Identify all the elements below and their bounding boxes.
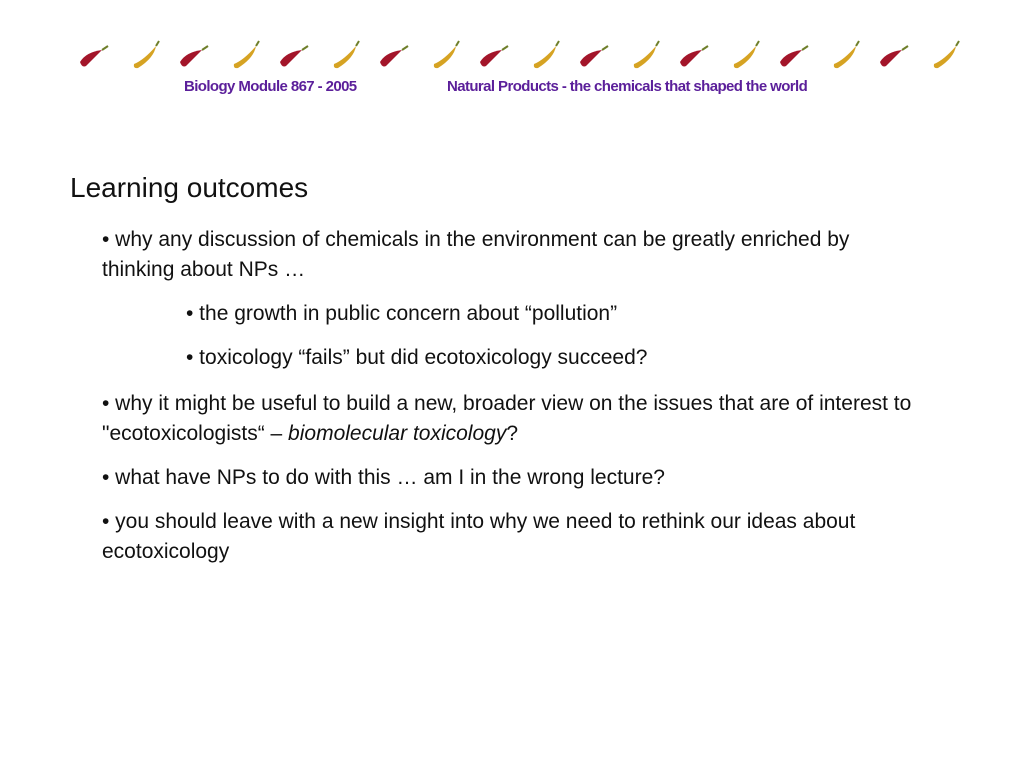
- outcome-item-1: • why any discussion of chemicals in the environment can be greatly enriched by thinking about NPs …: [102, 228, 850, 281]
- pepper-stem-icon: [156, 41, 159, 46]
- pepper-stem-icon: [856, 41, 859, 46]
- pepper-stem-icon: [556, 41, 559, 46]
- red-pepper-icon: [480, 50, 502, 67]
- red-pepper-icon: [880, 50, 902, 67]
- pepper-stem-icon: [702, 46, 708, 50]
- outcome-item-3: • what have NPs to do with this … am I in the wrong lecture?: [102, 466, 665, 489]
- red-pepper-icon: [280, 50, 302, 67]
- pepper-stem-icon: [302, 46, 308, 50]
- pepper-stem-icon: [202, 46, 208, 50]
- red-pepper-icon: [580, 50, 602, 67]
- pepper-stem-icon: [756, 41, 759, 46]
- yellow-pepper-icon: [534, 46, 556, 68]
- pepper-stem-icon: [902, 46, 908, 50]
- red-pepper-icon: [680, 50, 702, 67]
- pepper-stem-icon: [256, 41, 259, 46]
- pepper-stem-icon: [956, 41, 959, 46]
- yellow-pepper-icon: [634, 46, 656, 68]
- yellow-pepper-icon: [834, 46, 856, 68]
- pepper-stem-icon: [402, 46, 408, 50]
- pepper-stem-icon: [656, 41, 659, 46]
- yellow-pepper-icon: [234, 46, 256, 68]
- yellow-pepper-icon: [734, 46, 756, 68]
- yellow-pepper-icon: [134, 46, 156, 68]
- outcome-item-2: [102, 389, 922, 449]
- outcome-subitem-2: • toxicology “fails” but did ecotoxicology succeed?: [186, 346, 648, 369]
- red-pepper-icon: [80, 50, 102, 67]
- pepper-stem-icon: [602, 46, 608, 50]
- outcome-item-4: • you should leave with a new insight into why we need to rethink our ideas about ecotoxicology: [102, 510, 856, 563]
- pepper-stem-icon: [456, 41, 459, 46]
- outcome-item-2-end: ?: [506, 422, 519, 445]
- pepper-stem-icon: [102, 46, 108, 50]
- pepper-stem-icon: [502, 46, 508, 50]
- slide-heading: Learning outcomes: [70, 172, 309, 203]
- outcome-item-2-text: • why it might be useful to build a new, broader view on the issues that are of interest to "ecotoxicologists“ –: [102, 392, 912, 445]
- module-title: Biology Module 867 - 2005: [184, 78, 357, 95]
- pepper-banner: [60, 28, 980, 108]
- yellow-pepper-icon: [434, 46, 456, 68]
- outcome-item-2-italic: biomolecular toxicology: [288, 422, 507, 445]
- outcome-subitem-1: • the growth in public concern about “pollution”: [186, 302, 618, 325]
- yellow-pepper-icon: [334, 46, 356, 68]
- pepper-decoration-icon: [60, 28, 980, 78]
- red-pepper-icon: [380, 50, 402, 67]
- red-pepper-icon: [180, 50, 202, 67]
- pepper-stem-icon: [356, 41, 359, 46]
- red-pepper-icon: [780, 50, 802, 67]
- pepper-stem-icon: [802, 46, 808, 50]
- course-subtitle: Natural Products - the chemicals that shaped the world: [447, 78, 808, 95]
- yellow-pepper-icon: [934, 46, 956, 68]
